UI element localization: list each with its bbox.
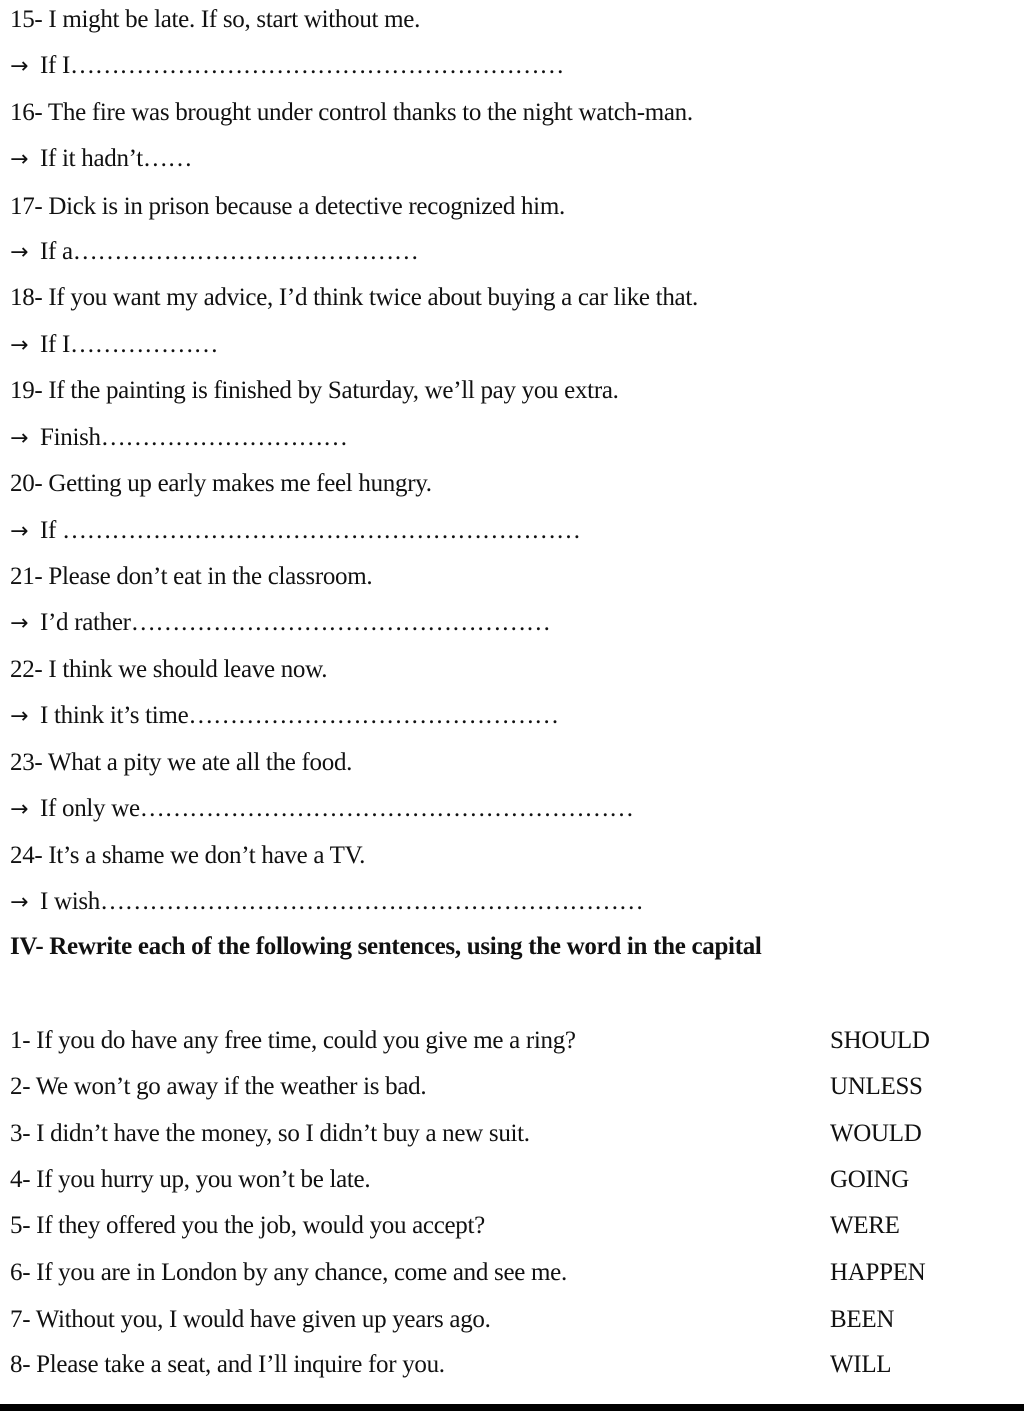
rewrite-sentence-2: 2- We won’t go away if the weather is bad. [10,1073,427,1100]
capital-word-7: BEEN [830,1306,895,1333]
capital-word-2: UNLESS [830,1073,923,1100]
sentence-20: 20- Getting up early makes me feel hungry. [10,470,432,497]
answer-line-22 [10,701,559,732]
answer-prompt: If ……………………………………………………… [40,517,581,544]
rewrite-sentence-6: 6- If you are in London by any chance, come and see me. [10,1259,567,1286]
sentence-15: 15- I might be late. If so, start without me. [10,6,421,33]
answer-line-19 [10,423,348,454]
capital-word-6: HAPPEN [830,1259,926,1286]
capital-word-4: GOING [830,1166,910,1193]
answer-line-20 [10,516,581,547]
arrow-right-icon: → [10,704,29,729]
sentence-21: 21- Please don’t eat in the classroom. [10,563,373,590]
rewrite-sentence-3: 3- I didn’t have the money, so I didn’t buy a new suit. [10,1120,530,1147]
answer-line-24 [10,887,643,918]
capital-word-5: WERE [830,1212,900,1239]
sentence-24: 24- It’s a shame we don’t have a TV. [10,842,366,869]
rewrite-sentence-5: 5- If they offered you the job, would you accept? [10,1212,485,1239]
answer-line-23 [10,794,634,825]
answer-line-18 [10,330,218,361]
answer-prompt: If only we…………………………………………………… [40,795,634,822]
page-bottom-border [0,1404,1024,1411]
sentence-16: 16- The fire was brought under control thanks to the night watch-man. [10,99,693,126]
sentence-19: 19- If the painting is finished by Saturday, we’ll pay you extra. [10,377,619,404]
capital-word-8: WILL [830,1351,892,1378]
answer-prompt: If a…………………………………… [40,238,419,265]
arrow-right-icon: → [10,519,29,544]
sentence-17: 17- Dick is in prison because a detective recognized him. [10,193,565,220]
answer-prompt: If it hadn’t…… [40,145,193,172]
arrow-right-icon: → [10,147,29,172]
sentence-23: 23- What a pity we ate all the food. [10,749,353,776]
capital-word-3: WOULD [830,1120,922,1147]
arrow-right-icon: → [10,426,29,451]
answer-prompt: If I……………… [40,331,219,358]
answer-line-15 [10,51,564,82]
rewrite-sentence-8: 8- Please take a seat, and I’ll inquire for you. [10,1351,445,1378]
arrow-right-icon: → [10,890,29,915]
arrow-right-icon: → [10,333,29,358]
sentence-18: 18- If you want my advice, I’d think twice about buying a car like that. [10,284,698,311]
answer-line-21 [10,608,551,639]
capital-word-1: SHOULD [830,1027,930,1054]
arrow-right-icon: → [10,54,29,79]
answer-prompt: I think it’s time……………………………………… [40,702,559,729]
answer-line-16 [10,144,192,175]
rewrite-sentence-1: 1- If you do have any free time, could you give me a ring? [10,1027,576,1054]
answer-prompt: If I…………………………………………………… [40,52,565,79]
answer-prompt: Finish………………………… [40,424,348,451]
answer-prompt: I wish………………………………………………………… [40,888,644,915]
arrow-right-icon: → [10,797,29,822]
arrow-right-icon: → [10,611,29,636]
rewrite-sentence-4: 4- If you hurry up, you won’t be late. [10,1166,371,1193]
arrow-right-icon: → [10,240,29,265]
rewrite-sentence-7: 7- Without you, I would have given up years ago. [10,1306,491,1333]
answer-line-17 [10,237,419,268]
sentence-22: 22- I think we should leave now. [10,656,328,683]
section-heading: IV- Rewrite each of the following sentences, using the word in the capital [10,933,762,960]
answer-prompt: I’d rather…………………………………………… [40,609,551,636]
